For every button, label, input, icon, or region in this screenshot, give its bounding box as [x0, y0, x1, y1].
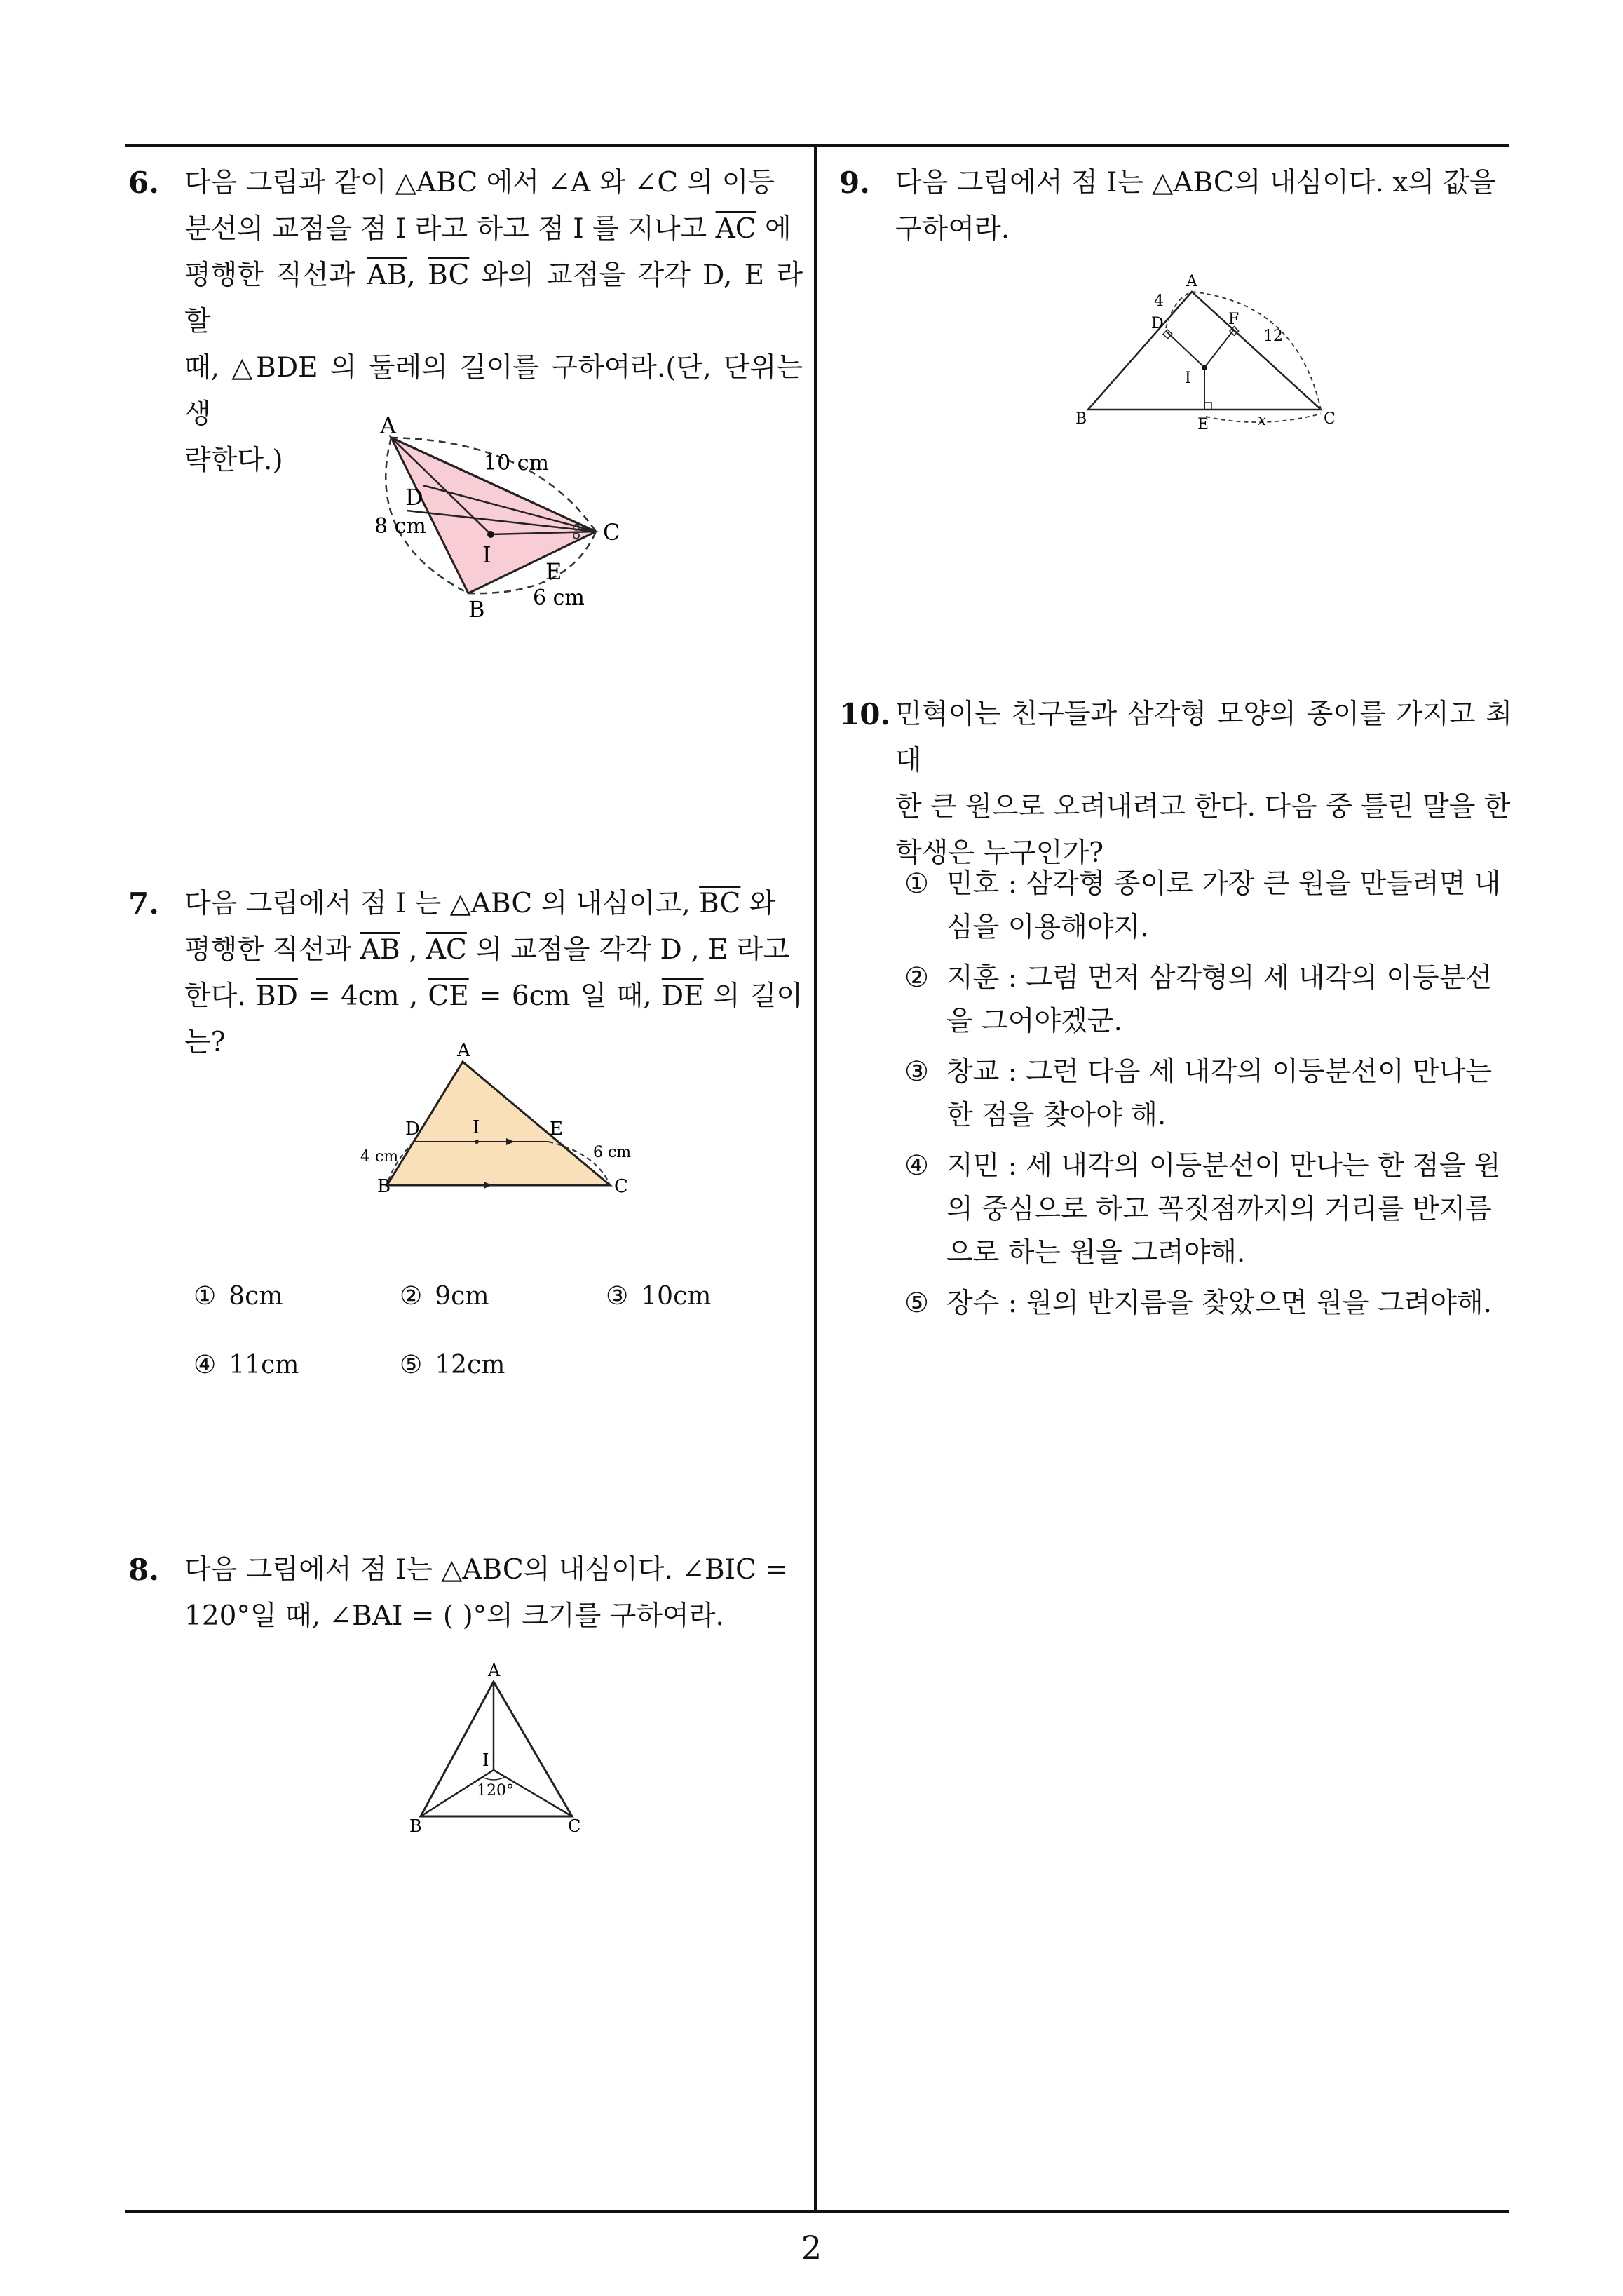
label-angle-bic: 120°: [477, 1782, 514, 1799]
text-line: 다음 그림에서 점 I 는 △ABC 의 내심이고, $\overline{BC}$ 와: [184, 888, 776, 919]
column-divider: [814, 144, 817, 2213]
text-line: 다음 그림에서 점 I는 △ABC의 내심이다. x의 값을: [895, 167, 1496, 198]
incenter-dot: [487, 531, 494, 538]
label-e: E: [1197, 416, 1209, 433]
text-line: 학생은 누구인가?: [895, 837, 1104, 869]
label-b: B: [377, 1176, 391, 1197]
q8-figure: [400, 1661, 596, 1839]
label-c: C: [1324, 410, 1336, 428]
label-x: x: [1258, 412, 1267, 429]
label-a: A: [457, 1041, 470, 1061]
label-d: D: [405, 484, 423, 511]
triangle-abc: [387, 1062, 610, 1185]
label-c: C: [614, 1176, 628, 1197]
label-f: F: [1228, 311, 1240, 328]
label-bc-length: 6 cm: [533, 586, 585, 610]
option-3[interactable]: ③ 창교 : 그런 다음 세 내각의 이등분선이 만나는 한 점을 찾아야 해.: [904, 1056, 1493, 1131]
option-2[interactable]: ② 지훈 : 그럼 먼저 삼각형의 세 내각의 이등분선을 그어야겠군.: [904, 962, 1493, 1037]
question-10: [839, 691, 1512, 877]
text-line: 구하여라.: [895, 213, 1010, 245]
question-number: 10.: [839, 697, 891, 731]
question-8: [128, 1547, 803, 1640]
label-a: A: [488, 1661, 501, 1680]
label-fc-length: 12: [1263, 327, 1283, 345]
label-e: E: [550, 1119, 563, 1140]
label-a: A: [380, 412, 397, 439]
question-7: [128, 881, 803, 1066]
question-number: 7.: [128, 886, 159, 921]
label-b: B: [1075, 410, 1087, 428]
label-ad-length: 4: [1154, 292, 1164, 310]
question-number: 8.: [128, 1553, 159, 1587]
text-line: 다음 그림에서 점 I는 △ABC의 내심이다. ∠BIC =: [184, 1554, 788, 1586]
choice-5[interactable]: ⑤ 12cm: [400, 1351, 505, 1379]
label-e: E: [545, 558, 562, 585]
choice-1[interactable]: ① 8cm: [193, 1282, 283, 1311]
option-4[interactable]: ④ 지민 : 세 내각의 이등분선이 만나는 한 점을 원의 중심으로 하고 꼭짓점까지의 거리를 반지름으로 하는 원을 그려야해.: [904, 1150, 1501, 1269]
label-i: I: [482, 1750, 489, 1770]
label-ab-length: 8 cm: [374, 514, 426, 539]
label-a: A: [1186, 273, 1197, 290]
text-line: 한다. $\overline{BD} = 4cm$ , $\overline{CE} = 6cm$ 일 때, $\overline{DE}$ 의 길이는?: [184, 980, 803, 1058]
label-i: I: [482, 541, 491, 568]
label-i: I: [1185, 370, 1191, 387]
label-c: C: [568, 1816, 581, 1836]
label-d: D: [405, 1119, 420, 1140]
label-ce-length: 6 cm: [593, 1144, 632, 1161]
question-text: [184, 881, 803, 1066]
text-line: 한 큰 원으로 오려내려고 한다. 다음 중 틀린 말을 한: [895, 791, 1511, 823]
question-number: 6.: [128, 166, 159, 200]
bottom-rule: [125, 2210, 1509, 2213]
choice-3[interactable]: ③ 10cm: [606, 1282, 712, 1311]
text-line: 평행한 직선과 $\overline{AB}$, $\overline{BC}$ 와의 교점을 각각 D, E 라 할: [184, 259, 803, 337]
text-line: 분선의 교점을 점 I 라고 하고 점 I 를 지나고 $\overline{AC}$ 에: [184, 213, 792, 245]
option-5[interactable]: ⑤ 장수 : 원의 반지름을 찾았으면 원을 그려야해.: [904, 1288, 1493, 1319]
q6-figure: [365, 407, 631, 634]
question-text: [895, 691, 1512, 877]
text-line: 때, △BDE 의 둘레의 길이를 구하여라.(단, 단위는 생: [184, 352, 803, 430]
label-ac-length: 10 cm: [484, 451, 549, 475]
text-line: 120°일 때, ∠BAI = ( )°의 크기를 구하여라.: [184, 1600, 724, 1632]
question-9: [839, 160, 1512, 252]
text-line: 다음 그림과 같이 △ABC 에서 ∠A 와 ∠C 의 이등: [184, 167, 775, 198]
label-c: C: [603, 519, 620, 546]
choice-4[interactable]: ④ 11cm: [193, 1351, 299, 1379]
q9-figure: [1073, 271, 1353, 442]
text-line: 민혁이는 친구들과 삼각형 모양의 종이를 가지고 최대: [895, 698, 1512, 776]
label-i: I: [473, 1117, 480, 1138]
label-b: B: [409, 1816, 422, 1836]
label-bd-length: 4 cm: [360, 1148, 399, 1166]
q7-figure: [358, 1041, 638, 1205]
choice-2[interactable]: ② 9cm: [400, 1282, 489, 1311]
q10-options: [904, 863, 1507, 1332]
text-line: 략한다.): [184, 445, 283, 476]
page-number: 2: [801, 2229, 822, 2267]
label-d: D: [1151, 315, 1164, 332]
label-b: B: [468, 596, 485, 623]
question-text: [184, 1547, 803, 1640]
text-line: 평행한 직선과 $\overline{AB}$ , $\overline{AC}$ 의 교점을 각각 D , E 라고: [184, 934, 790, 966]
top-rule: [125, 144, 1509, 147]
question-text: [895, 160, 1512, 252]
question-number: 9.: [839, 166, 870, 200]
option-1[interactable]: ① 민호 : 삼각형 종이로 가장 큰 원을 만들려면 내심을 이용해야지.: [904, 868, 1501, 943]
